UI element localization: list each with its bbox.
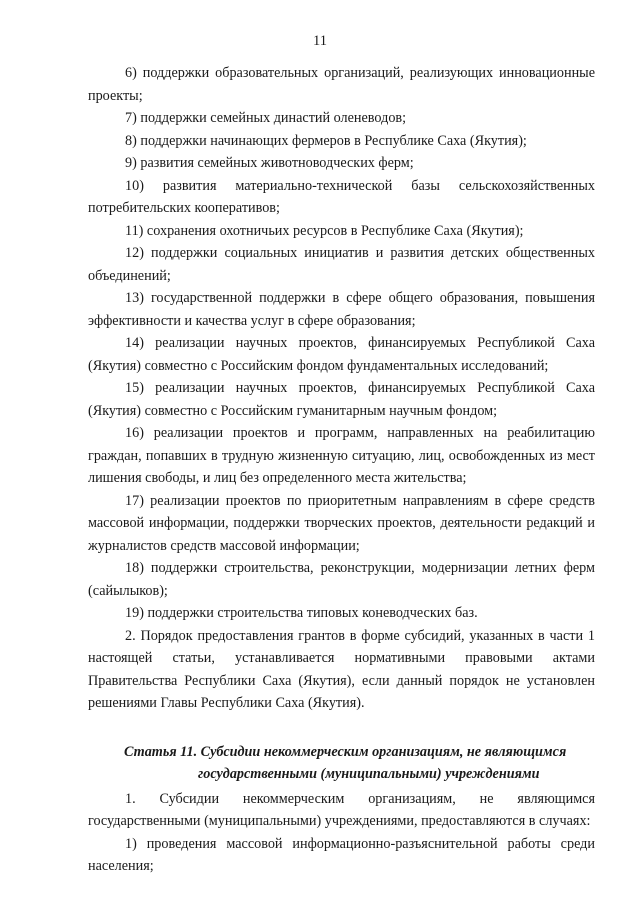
paragraph: 2. Порядок предоставления грантов в форме субсидий, указанных в части 1 настоящей статьи, устанавливается нормативными правовыми актами Правительства Республики Саха (Якутия), если данный порядок не установлен решениями Главы Республики Саха (Якутия). xyxy=(88,627,595,711)
list-item: 17) реализации проектов по приоритетным направлениям в сфере средств массовой информации, поддержки творческих проектов, деятельности редакций и журналистов средств массовой информации; xyxy=(88,492,595,554)
list-item: 11) сохранения охотничьих ресурсов в Республике Саха (Якутия); xyxy=(125,222,524,239)
document-body xyxy=(88,62,595,878)
paragraph: 1. Субсидии некоммерческим организациям, не являющимся государственными (муниципальными) учреждениями, предоставляются в случаях: xyxy=(88,790,595,829)
list-item: 16) реализации проектов и программ, направленных на реабилитацию граждан, попавших в трудную жизненную ситуацию, лиц, освобожденных из мест лишения свободы, и лиц без определенного места жительства; xyxy=(88,425,595,486)
list-item: 10) развития материально-технической базы сельскохозяйственных потребительских кооперативов; xyxy=(88,177,595,216)
list-item: 9) развития семейных животноводческих ферм; xyxy=(125,155,414,171)
list-item: 15) реализации научных проектов, финансируемых Республикой Саха (Якутия) совместно с Российским гуманитарным научным фондом; xyxy=(88,380,595,419)
list-item: 18) поддержки строительства, реконструкции, модернизации летних ферм (сайылыков); xyxy=(88,560,595,599)
article-heading xyxy=(88,741,595,786)
list-item: 12) поддержки социальных инициатив и развития детских общественных объединений; xyxy=(88,245,595,284)
list-item: 19) поддержки строительства типовых коневодческих баз. xyxy=(125,605,478,621)
article-heading-line-1: Статья 11. Субсидии некоммерческим организациям, не являющимся xyxy=(124,743,567,760)
list-item: 14) реализации научных проектов, финансируемых Республикой Саха (Якутия) совместно с Российским фондом фундаментальных исследований; xyxy=(88,335,595,374)
page-number: 11 xyxy=(313,33,327,49)
list-item: 6) поддержки образовательных организаций, реализующих инновационные проекты; xyxy=(88,65,595,104)
list-item: 7) поддержки семейных династий оленеводов; xyxy=(125,110,407,126)
list-item: 8) поддержки начинающих фермеров в Республике Саха (Якутия); xyxy=(125,132,527,149)
list-item: 1) проведения массовой информационно-разъяснительной работы среди населения; xyxy=(88,835,595,874)
article-heading-line-2: государственными (муниципальными) учреждениями xyxy=(198,766,540,782)
list-item: 13) государственной поддержки в сфере общего образования, повышения эффективности и качества услуг в сфере образования; xyxy=(88,290,595,329)
